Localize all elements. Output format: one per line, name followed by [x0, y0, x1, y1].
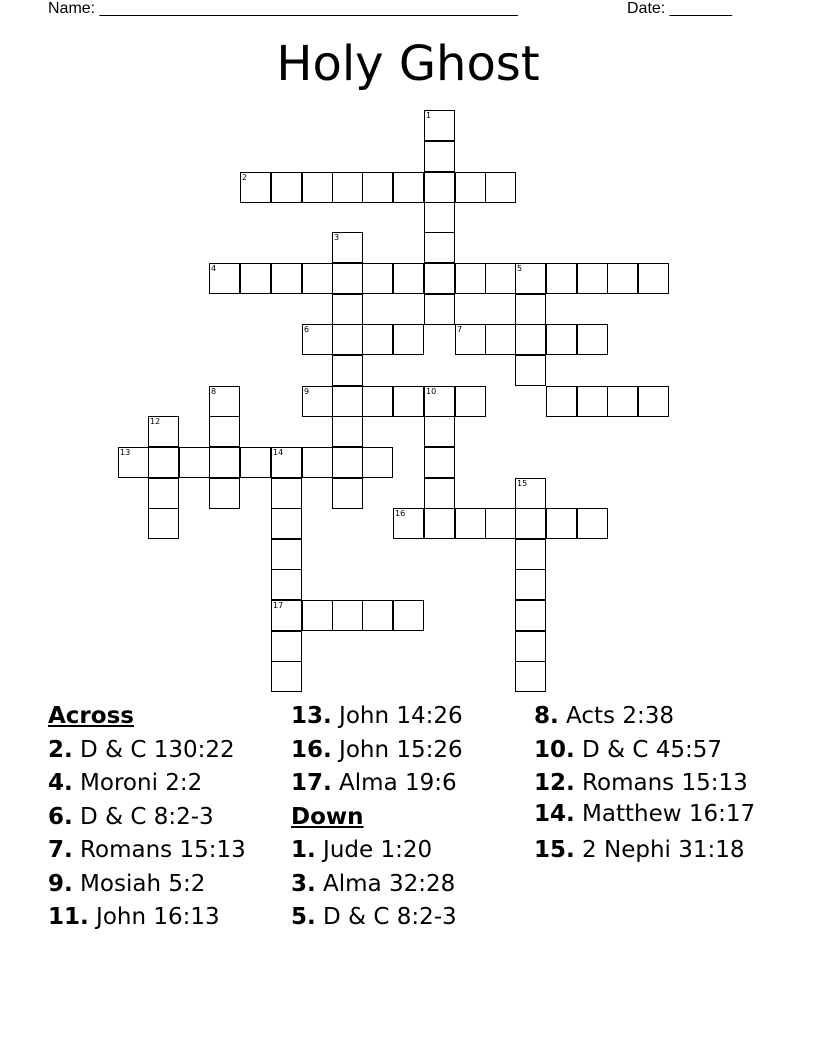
crossword-cell[interactable] — [332, 478, 363, 509]
crossword-cell[interactable] — [393, 600, 424, 631]
clues-column-3 — [534, 700, 764, 867]
crossword-cell[interactable] — [546, 386, 577, 417]
crossword-cell[interactable] — [332, 172, 363, 203]
crossword-cell[interactable] — [577, 386, 608, 417]
crossword-cell[interactable] — [362, 263, 393, 294]
crossword-cell[interactable] — [302, 263, 333, 294]
crossword-cell[interactable] — [148, 508, 179, 539]
crossword-cell[interactable] — [546, 508, 577, 539]
crossword-cell[interactable] — [424, 110, 455, 141]
crossword-cell[interactable] — [332, 355, 363, 386]
clue-across-11: 11. John 16:13 — [48, 904, 220, 930]
crossword-cell[interactable] — [209, 478, 240, 509]
down-heading: Down — [291, 803, 364, 830]
crossword-cell[interactable] — [332, 232, 363, 263]
crossword-cell[interactable] — [148, 447, 179, 478]
crossword-cell[interactable] — [424, 416, 455, 447]
crossword-cell[interactable] — [515, 600, 546, 631]
crossword-cell[interactable] — [302, 386, 333, 417]
crossword-cell[interactable] — [515, 294, 546, 325]
cell-number: 3 — [334, 233, 340, 242]
crossword-cell[interactable] — [485, 324, 516, 355]
crossword-cell[interactable] — [271, 569, 302, 600]
crossword-cell[interactable] — [515, 631, 546, 662]
crossword-cell[interactable] — [515, 569, 546, 600]
page-title: Holy Ghost — [276, 36, 540, 92]
crossword-cell[interactable] — [515, 661, 546, 692]
crossword-cell[interactable] — [209, 263, 240, 294]
crossword-cell[interactable] — [607, 263, 638, 294]
cell-number: 8 — [211, 387, 217, 396]
crossword-cell[interactable] — [332, 263, 363, 294]
crossword-cell[interactable] — [485, 172, 516, 203]
crossword-cell[interactable] — [515, 539, 546, 570]
cell-number: 17 — [273, 601, 284, 610]
crossword-cell[interactable] — [271, 447, 302, 478]
crossword-cell[interactable] — [485, 508, 516, 539]
cell-number: 9 — [304, 387, 310, 396]
crossword-cell[interactable] — [332, 600, 363, 631]
cell-number: 7 — [457, 325, 463, 334]
clue-down-3: 3. Alma 32:28 — [291, 870, 456, 897]
crossword-cell[interactable] — [424, 172, 455, 203]
crossword-cell[interactable] — [332, 324, 363, 355]
crossword-cell[interactable] — [455, 324, 486, 355]
crossword-cell[interactable] — [271, 600, 302, 631]
crossword-cell[interactable] — [638, 386, 669, 417]
clue-across-4: 4. Moroni 2:2 — [48, 770, 203, 796]
crossword-cell[interactable] — [148, 416, 179, 447]
crossword-cell[interactable] — [271, 478, 302, 509]
cell-number: 15 — [517, 479, 528, 488]
crossword-cell[interactable] — [515, 324, 546, 355]
crossword-cell[interactable] — [424, 508, 455, 539]
crossword-cell[interactable] — [302, 600, 333, 631]
cell-number: 2 — [242, 173, 248, 182]
crossword-cell[interactable] — [515, 355, 546, 386]
crossword-cell[interactable] — [424, 141, 455, 172]
crossword-cell[interactable] — [485, 263, 516, 294]
crossword-cell[interactable] — [393, 324, 424, 355]
crossword-cell[interactable] — [424, 263, 455, 294]
crossword-cell[interactable] — [362, 447, 393, 478]
crossword-cell[interactable] — [362, 386, 393, 417]
crossword-cell[interactable] — [607, 386, 638, 417]
crossword-cell[interactable] — [271, 263, 302, 294]
crossword-cell[interactable] — [515, 508, 546, 539]
clues-column-1 — [48, 700, 278, 935]
crossword-cell[interactable] — [240, 172, 271, 203]
clue-across-17: 17. Alma 19:6 — [291, 770, 457, 796]
crossword-cell[interactable] — [148, 478, 179, 509]
crossword-cell[interactable] — [424, 386, 455, 417]
crossword-cell[interactable] — [302, 172, 333, 203]
crossword-cell[interactable] — [455, 508, 486, 539]
crossword-cell[interactable] — [332, 294, 363, 325]
clue-down-15: 15. 2 Nephi 31:18 — [534, 836, 745, 863]
crossword-cell[interactable] — [424, 294, 455, 325]
clues-column-2 — [291, 700, 521, 935]
date-field-label[interactable]: Date: _______ — [627, 0, 732, 17]
clue-down-8: 8. Acts 2:38 — [534, 703, 674, 729]
cell-number: 4 — [211, 264, 217, 273]
crossword-cell[interactable] — [332, 416, 363, 447]
crossword-cell[interactable] — [455, 263, 486, 294]
cell-number: 13 — [120, 448, 131, 457]
cell-number: 10 — [426, 387, 437, 396]
crossword-cell[interactable] — [271, 661, 302, 692]
crossword-cell[interactable] — [515, 478, 546, 509]
clue-down-1: 1. Jude 1:20 — [291, 837, 433, 863]
crossword-cell[interactable] — [515, 263, 546, 294]
crossword-cell[interactable] — [209, 447, 240, 478]
crossword-cell[interactable] — [577, 324, 608, 355]
clue-across-2: 2. D & C 130:22 — [48, 736, 235, 763]
crossword-cell[interactable] — [455, 172, 486, 203]
crossword-cell[interactable] — [240, 447, 271, 478]
crossword-cell[interactable] — [332, 386, 363, 417]
across-heading: Across — [48, 703, 134, 729]
clues-section — [48, 700, 768, 940]
crossword-cell[interactable] — [424, 232, 455, 263]
clue-down-10: 10. D & C 45:57 — [534, 736, 722, 763]
crossword-cell[interactable] — [546, 324, 577, 355]
crossword-cell[interactable] — [424, 478, 455, 509]
cell-number: 16 — [395, 509, 406, 518]
crossword-cell[interactable] — [638, 263, 669, 294]
crossword-cell[interactable] — [362, 600, 393, 631]
crossword-cell[interactable] — [424, 202, 455, 233]
clue-down-5: 5. D & C 8:2-3 — [291, 904, 457, 930]
cell-number: 6 — [304, 325, 310, 334]
crossword-cell[interactable] — [424, 447, 455, 478]
crossword-cell[interactable] — [362, 324, 393, 355]
crossword-cell[interactable] — [271, 631, 302, 662]
clue-across-6: 6. D & C 8:2-3 — [48, 803, 214, 830]
clue-down-14: 14. Matthew 16:17 — [534, 800, 756, 827]
crossword-cell[interactable] — [271, 508, 302, 539]
crossword-cell[interactable] — [302, 324, 333, 355]
crossword-cell[interactable] — [271, 539, 302, 570]
crossword-cell[interactable] — [393, 386, 424, 417]
crossword-cell[interactable] — [577, 508, 608, 539]
crossword-cell[interactable] — [455, 386, 486, 417]
crossword-cell[interactable] — [393, 508, 424, 539]
crossword-cell[interactable] — [240, 263, 271, 294]
crossword-cell[interactable] — [271, 172, 302, 203]
crossword-cell[interactable] — [546, 263, 577, 294]
crossword-cell[interactable] — [393, 172, 424, 203]
crossword-cell[interactable] — [118, 447, 149, 478]
crossword-cell[interactable] — [332, 447, 363, 478]
clue-across-9: 9. Mosiah 5:2 — [48, 870, 206, 897]
crossword-cell[interactable] — [302, 447, 333, 478]
cell-number: 1 — [426, 111, 432, 120]
crossword-cell[interactable] — [179, 447, 210, 478]
crossword-cell[interactable] — [209, 416, 240, 447]
clue-across-16: 16. John 15:26 — [291, 736, 463, 763]
name-field-label[interactable]: Name: _______________________________________________ — [48, 0, 518, 17]
cell-number: 12 — [150, 417, 161, 426]
crossword-cell[interactable] — [209, 386, 240, 417]
clue-across-7: 7. Romans 15:13 — [48, 837, 246, 863]
cell-number: 5 — [517, 264, 523, 273]
crossword-cell[interactable] — [393, 263, 424, 294]
crossword-cell[interactable] — [577, 263, 608, 294]
clue-down-12: 12. Romans 15:13 — [534, 770, 748, 796]
cell-number: 14 — [273, 448, 284, 457]
crossword-cell[interactable] — [362, 172, 393, 203]
clue-across-13: 13. John 14:26 — [291, 703, 463, 729]
